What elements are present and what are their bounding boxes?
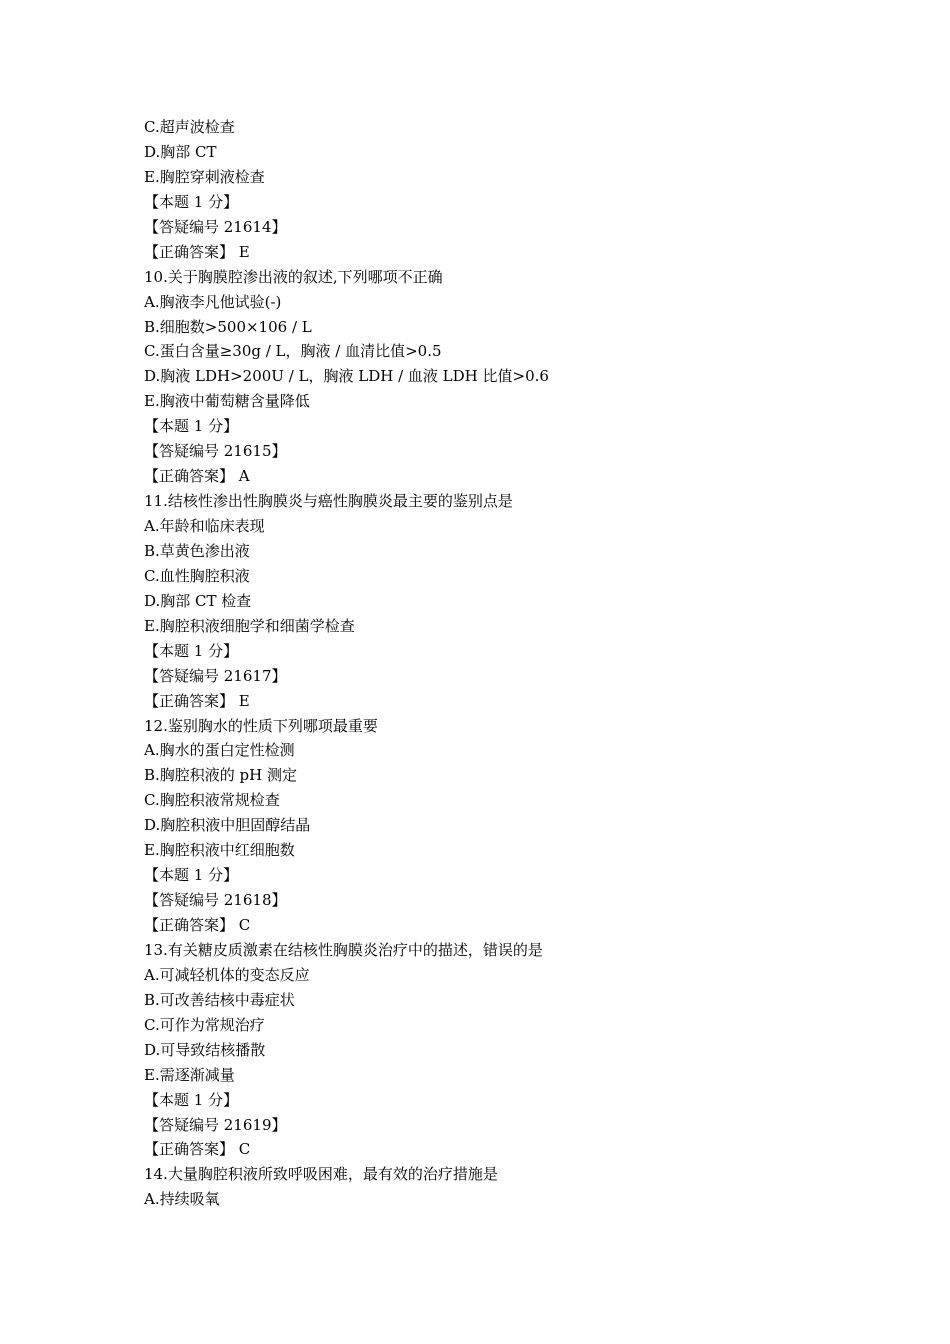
text-line: 【本题 1 分】 xyxy=(144,1090,239,1109)
text-line: 【答疑编号 21619】 xyxy=(144,1115,287,1134)
text-line: D.胸腔积液中胆固醇结晶 xyxy=(144,816,311,835)
text-line: E.胸腔穿刺液检查 xyxy=(144,167,265,186)
text-line: 【答疑编号 21614】 xyxy=(144,217,287,236)
text-line: A.年龄和临床表现 xyxy=(144,517,265,535)
text-line: D.胸液 LDH>200U / L，胸液 LDH / 血液 LDH 比值>0.6 xyxy=(144,367,549,386)
text-line: 14.大量胸腔积液所致呼吸困难，最有效的治疗措施是 xyxy=(144,1165,498,1184)
text-line: 【本题 1 分】 xyxy=(144,192,239,211)
text-line: 【本题 1 分】 xyxy=(144,417,239,436)
text-line: C.蛋白含量≥30g / L，胸液 / 血清比值>0.5 xyxy=(144,342,442,361)
text-line: A.胸液李凡他试验(-) xyxy=(144,292,282,311)
text-line: B.草黄色渗出液 xyxy=(144,541,250,560)
text-line: 【正确答案】 C xyxy=(144,916,251,934)
text-line: C.超声波检查 xyxy=(144,118,235,136)
text-line: E.胸液中葡萄糖含量降低 xyxy=(144,392,310,411)
text-line: 【正确答案】 E xyxy=(144,242,250,261)
text-line: 【正确答案】 E xyxy=(144,691,250,710)
text-line: B.细胞数>500×106 / L xyxy=(144,317,312,336)
text-line: 【正确答案】 C xyxy=(144,1140,251,1159)
text-line: C.胸腔积液常规检查 xyxy=(144,791,280,810)
text-line: D.胸部 CT xyxy=(144,142,217,161)
text-line: A.持续吸氧 xyxy=(144,1190,220,1209)
text-line: D.可导致结核播散 xyxy=(144,1040,266,1059)
text-line: E.胸腔积液细胞学和细菌学检查 xyxy=(144,616,355,635)
text-line: D.胸部 CT 检查 xyxy=(144,591,252,610)
text-line: 【正确答案】 A xyxy=(144,467,250,486)
text-line: B.可改善结核中毒症状 xyxy=(144,990,295,1009)
text-line: 11.结核性渗出性胸膜炎与癌性胸膜炎最主要的鉴别点是 xyxy=(144,492,513,511)
text-line: 13.有关糖皮质激素在结核性胸膜炎治疗中的描述，错误的是 xyxy=(144,940,543,959)
text-line: 10.关于胸膜腔渗出液的叙述,下列哪项不正确 xyxy=(144,267,443,286)
text-line: 【答疑编号 21618】 xyxy=(144,891,287,910)
text-line: A.胸水的蛋白定性检测 xyxy=(144,741,295,760)
document-body xyxy=(144,115,904,1212)
text-line: E.胸腔积液中红细胞数 xyxy=(144,841,295,860)
text-line: C.可作为常规治疗 xyxy=(144,1015,265,1034)
text-line: 12.鉴别胸水的性质下列哪项最重要 xyxy=(144,716,378,735)
text-line: 【答疑编号 21617】 xyxy=(144,666,287,685)
text-line: A.可减轻机体的变态反应 xyxy=(144,965,310,984)
text-line: B.胸腔积液的 pH 测定 xyxy=(144,766,298,785)
text-line: 【答疑编号 21615】 xyxy=(144,442,287,461)
text-line: E.需逐渐减量 xyxy=(144,1065,235,1084)
text-line: 【本题 1 分】 xyxy=(144,866,239,885)
text-line: 【本题 1 分】 xyxy=(144,641,239,660)
text-line: C.血性胸腔积液 xyxy=(144,566,250,585)
